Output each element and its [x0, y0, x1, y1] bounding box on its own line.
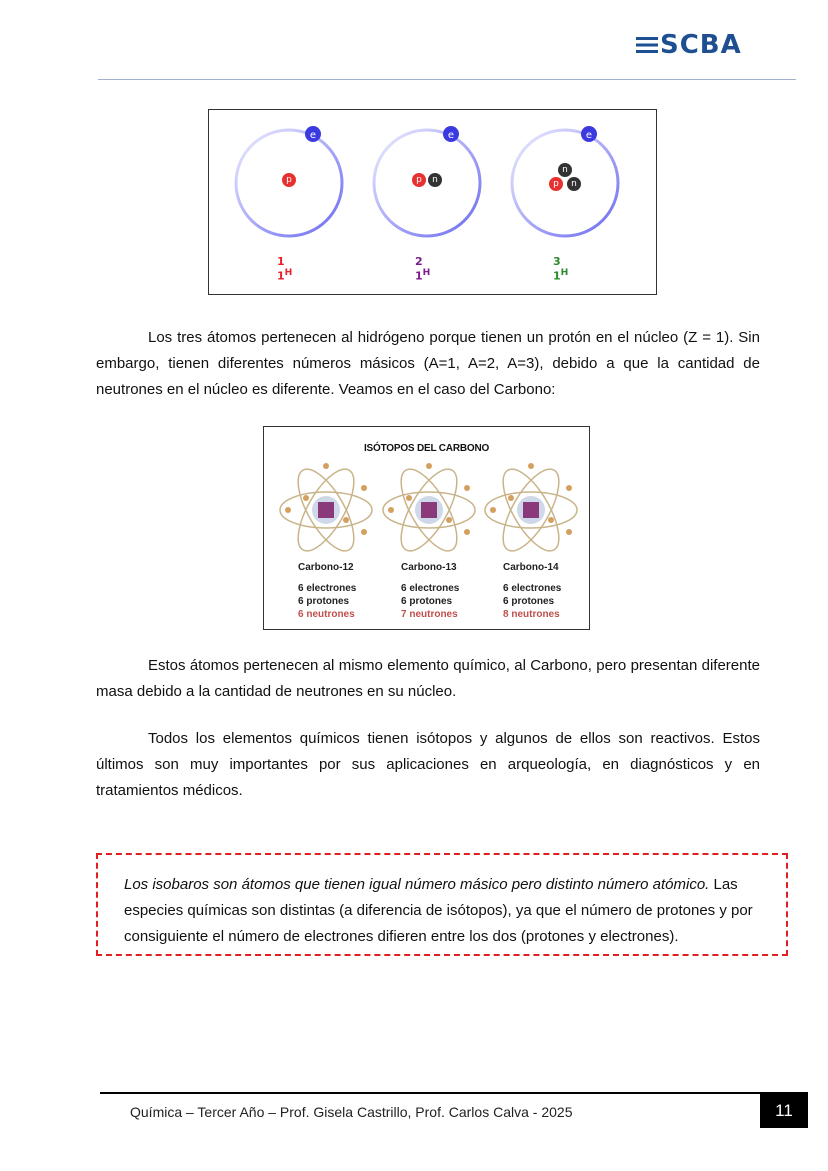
element-symbol: H — [422, 267, 431, 278]
isobars-callout — [96, 853, 788, 956]
neutron-icon: n — [558, 163, 572, 177]
footer-text: Química – Tercer Año – Prof. Gisela Castrillo, Prof. Carlos Calva - 2025 — [130, 1104, 573, 1120]
protons: 6 protones — [401, 596, 453, 607]
neutron-icon: n — [428, 173, 442, 187]
footer-rule — [100, 1092, 808, 1094]
carbon-isotope-info — [298, 561, 356, 621]
mass-number: 2 — [415, 255, 423, 268]
callout-text: Las especies químicas son distintas (a diferencia de isótopos), ya que el número de protones y por consiguiente el número de electrones difieren entre los dos (protones y electrones). — [124, 876, 753, 945]
isotope-notation — [553, 256, 568, 282]
page-number: 11 — [760, 1093, 808, 1128]
neutrons: 8 neutrones — [503, 609, 560, 620]
svg-text:e: e — [585, 130, 593, 141]
hydrogen-isotopes-figure — [208, 109, 657, 295]
hydrogen-isotope-3 — [209, 110, 656, 294]
protons: 6 protones — [298, 596, 350, 607]
isotope-name: Carbono-12 — [298, 562, 354, 573]
proton-icon: p — [282, 173, 296, 187]
paragraph-1 — [96, 325, 760, 403]
carbon-isotope-info — [401, 561, 459, 621]
header-rule — [98, 79, 796, 80]
protons: 6 protones — [503, 596, 555, 607]
svg-text:e: e — [447, 130, 455, 141]
mass-number: 1 — [277, 255, 285, 268]
carbon-isotope-info — [503, 561, 561, 621]
proton-icon: p — [412, 173, 426, 187]
element-symbol: H — [560, 267, 569, 278]
paragraph-2-text: Estos átomos pertenecen al mismo elemento químico, al Carbono, pero presentan diferente masa debido a la cantidad de neutrones en su núcleo. — [96, 657, 760, 700]
neutron-icon: n — [567, 177, 581, 191]
isotope-name: Carbono-14 — [503, 562, 559, 573]
logo-text: SCBA — [660, 30, 742, 60]
neutrons: 6 neutrones — [298, 609, 355, 620]
electrons: 6 electrones — [401, 583, 460, 594]
logo-bars-icon — [636, 37, 658, 53]
mass-number: 3 — [553, 255, 561, 268]
paragraph-3-text: Todos los elementos químicos tienen isótopos y algunos de ellos son reactivos. Estos últimos son muy importantes por sus aplicaciones en arqueología, en diagnósticos y en tratamientos médicos. — [96, 730, 760, 799]
callout-definition: Los isobaros son átomos que tienen igual número másico pero distinto número atómico. — [124, 876, 710, 893]
neutrons: 7 neutrones — [401, 609, 458, 620]
atomic-number: 1 — [277, 269, 285, 283]
paragraph-2 — [96, 653, 760, 705]
escba-logo — [636, 30, 742, 60]
svg-text:e: e — [309, 130, 317, 141]
electrons: 6 electrones — [298, 583, 357, 594]
isotope-name: Carbono-13 — [401, 562, 457, 573]
carbon-atom-icon — [276, 460, 376, 560]
atomic-number: 1 — [553, 269, 561, 283]
figure-title: ISÓTOPOS DEL CARBONO — [363, 443, 490, 454]
proton-icon: p — [549, 177, 563, 191]
carbon-isotopes-figure — [263, 426, 590, 630]
paragraph-3 — [96, 726, 760, 804]
carbon-atom-icon — [379, 460, 479, 560]
electrons: 6 electrones — [503, 583, 562, 594]
element-symbol: H — [284, 267, 293, 278]
atomic-number: 1 — [415, 269, 423, 283]
atom-orbit-icon — [507, 123, 623, 239]
carbon-atom-icon — [481, 460, 581, 560]
paragraph-1-text: Los tres átomos pertenecen al hidrógeno porque tienen un protón en el núcleo (Z = 1). Sin embargo, tienen diferentes números másicos (A=1, A=2, A=3), debido a que la cantidad de neutrones en el núcleo es diferente. Veamos en el caso del Carbono: — [96, 329, 760, 398]
